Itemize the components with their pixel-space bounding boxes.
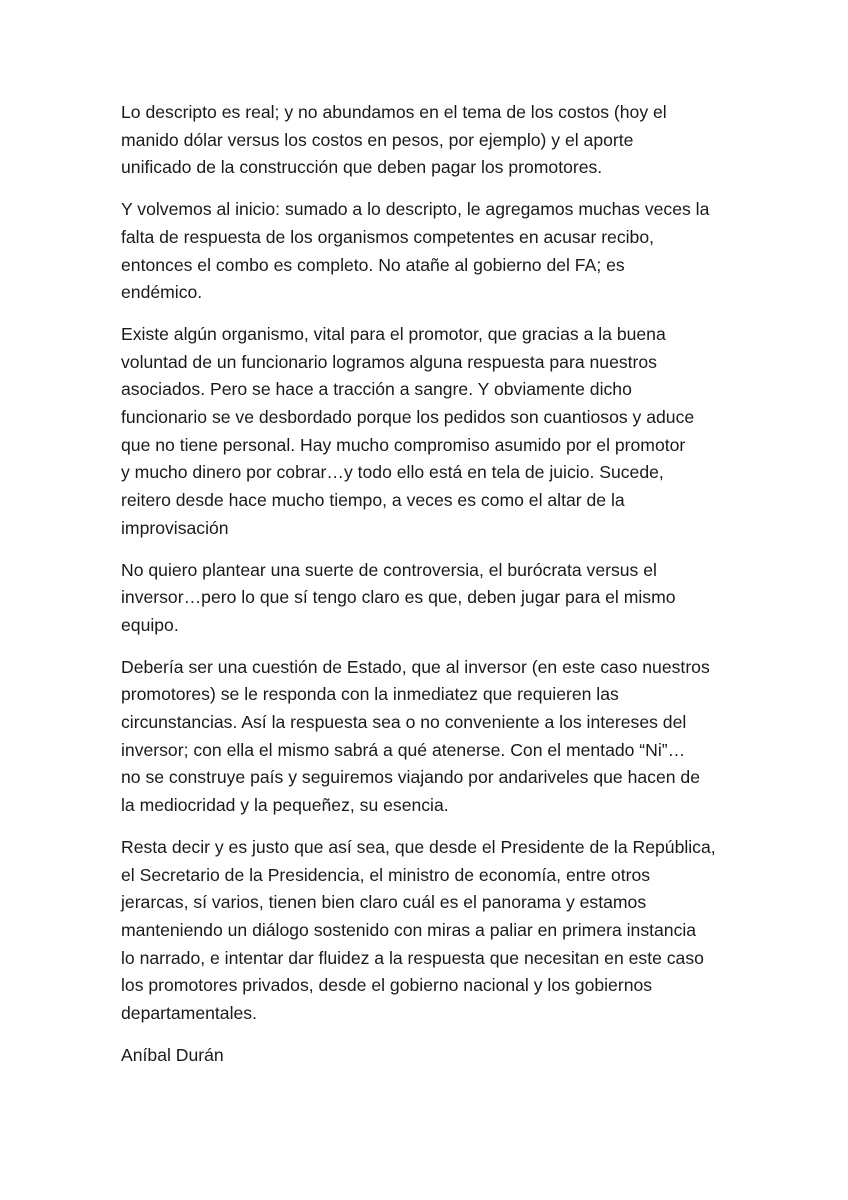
text-line: Resta decir y es justo que así sea, que desde el Presidente de la República, (121, 836, 716, 857)
text-line: voluntad de un funcionario logramos alguna respuesta para nuestros (121, 351, 657, 372)
text-line: Y volvemos al inicio: sumado a lo descripto, le agregamos muchas veces la (121, 199, 710, 220)
text-line: los promotores privados, desde el gobierno nacional y los gobiernos (121, 975, 653, 996)
text-line: jerarcas, sí varios, tienen bien claro cuál es el panorama y estamos (121, 892, 647, 913)
text-line: la mediocridad y la pequeñez, su esencia. (121, 795, 449, 816)
text-line: Existe algún organismo, vital para el promotor, que gracias a la buena (121, 323, 666, 344)
document-body (121, 99, 731, 1028)
text-line: manteniendo un diálogo sostenido con miras a paliar en primera instancia (121, 919, 697, 940)
paragraph (121, 99, 731, 182)
text-line: reitero desde hace mucho tiempo, a veces es como el altar de la (121, 490, 625, 511)
text-line: circunstancias. Así la respuesta sea o no conveniente a los intereses del (121, 712, 687, 733)
text-line: No quiero plantear una suerte de controversia, el burócrata versus el (121, 559, 657, 580)
text-line: falta de respuesta de los organismos competentes en acusar recibo, (121, 226, 655, 247)
paragraph (121, 834, 731, 1028)
text-line: equipo. (121, 614, 179, 635)
text-line: Debería ser una cuestión de Estado, que al inversor (en este caso nuestros (121, 656, 710, 677)
paragraph (121, 557, 731, 640)
text-line: manido dólar versus los costos en pesos, por ejemplo) y el aporte (121, 129, 634, 150)
text-line: lo narrado, e intentar dar fluidez a la respuesta que necesitan en este caso (121, 947, 704, 968)
document-page (121, 99, 731, 1070)
text-line: inversor; con ella el mismo sabrá a qué atenerse. Con el mentado “Ni”… (121, 739, 686, 760)
paragraph (121, 321, 731, 543)
text-line: inversor…pero lo que sí tengo claro es que, deben jugar para el mismo (121, 587, 676, 608)
text-line: unificado de la construcción que deben pagar los promotores. (121, 157, 603, 178)
text-line: entonces el combo es completo. No atañe al gobierno del FA; es (121, 254, 625, 275)
text-line: promotores) se le responda con la inmediatez que requieren las (121, 684, 619, 705)
text-line: asociados. Pero se hace a tracción a sangre. Y obviamente dicho (121, 379, 632, 400)
text-line: departamentales. (121, 1003, 257, 1024)
text-line: no se construye país y seguiremos viajando por andariveles que hacen de (121, 767, 700, 788)
text-line: endémico. (121, 282, 203, 303)
text-line: que no tiene personal. Hay mucho compromiso asumido por el promotor (121, 434, 686, 455)
paragraph (121, 654, 731, 820)
text-line: Lo descripto es real; y no abundamos en el tema de los costos (hoy el (121, 102, 667, 122)
signature: Aníbal Durán (121, 1044, 224, 1065)
text-line: funcionario se ve desbordado porque los pedidos son cuantiosos y aduce (121, 407, 695, 428)
text-line: el Secretario de la Presidencia, el ministro de economía, entre otros (121, 864, 651, 885)
text-line: improvisación (121, 517, 229, 538)
paragraph (121, 196, 731, 307)
text-line: y mucho dinero por cobrar…y todo ello está en tela de juicio. Sucede, (121, 462, 664, 483)
